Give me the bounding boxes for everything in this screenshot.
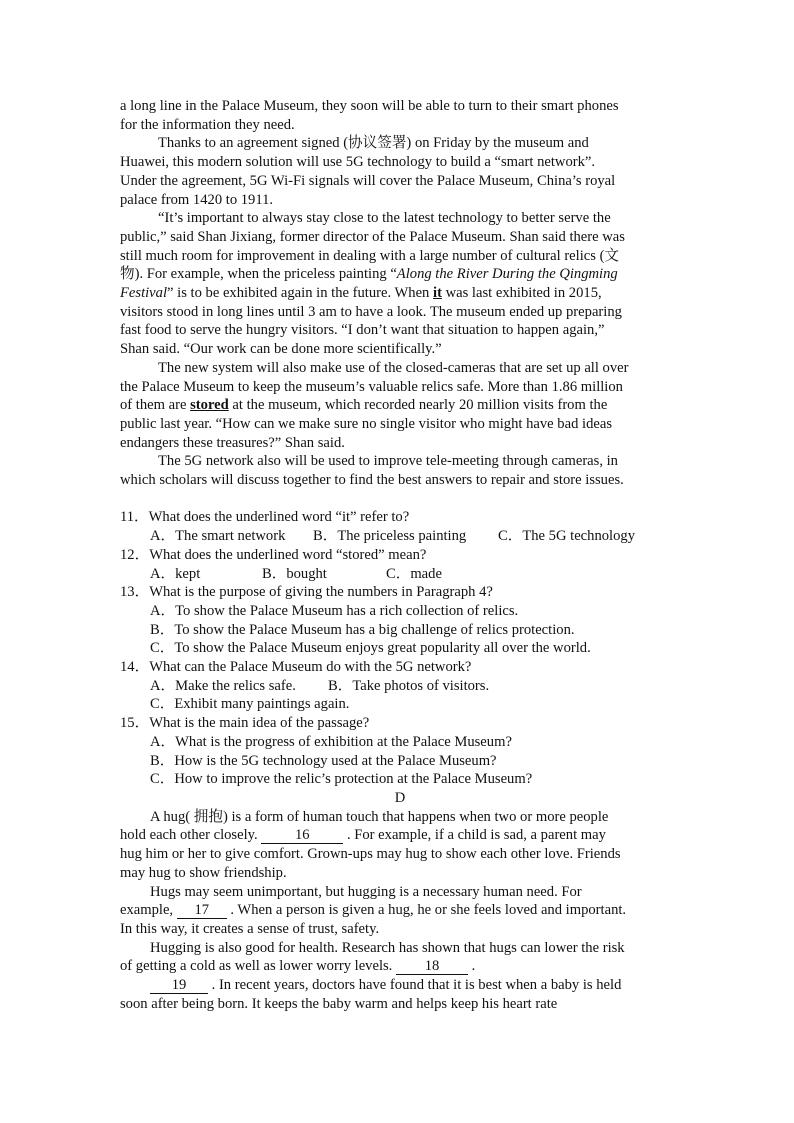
option-c: C．made <box>386 565 442 582</box>
text-run: at the museum, which recorded nearly 20 million visits from the <box>228 397 608 414</box>
underlined-word-stored: stored <box>190 397 229 414</box>
text-run: of them are <box>120 397 191 414</box>
question-stem: 15．What is the main idea of the passage? <box>120 715 370 732</box>
question-stem: 14．What can the Palace Museum do with the 5G network? <box>120 659 472 676</box>
text-run: . <box>467 958 476 975</box>
passage-line <box>120 284 680 303</box>
option-a: A．Make the relics safe. <box>150 677 296 694</box>
passage-line <box>120 901 680 920</box>
text-run: . When a person is given a hug, he or she feels loved and important. <box>226 902 627 919</box>
passage-line: The new system will also make use of the closed-cameras that are set up all over <box>158 359 629 376</box>
option-c: C．The 5G technology <box>498 528 635 545</box>
blank-16[interactable]: 16 <box>261 827 343 844</box>
option-a: A．To show the Palace Museum has a rich collection of relics. <box>150 602 519 619</box>
question-stem: 12．What does the underlined word “stored” mean? <box>120 546 427 563</box>
passage-line: Under the agreement, 5G Wi-Fi signals will cover the Palace Museum, China’s royal <box>120 172 616 189</box>
painting-title-italic: Along the River During the Qingming <box>396 266 618 283</box>
text-run: 物). For example, when the priceless painting “ <box>120 266 397 283</box>
option-a: A．kept <box>150 565 201 582</box>
blank-19[interactable]: 19 <box>150 977 208 994</box>
text-run: . For example, if a child is sad, a parent may <box>343 827 606 844</box>
underlined-word-it: it <box>433 285 442 302</box>
passage-line: visitors stood in long lines until 3 am to have a look. The museum ended up preparing <box>120 303 622 320</box>
text-run: of getting a cold as well as lower worry levels. <box>120 958 396 975</box>
question-stem: 11．What does the underlined word “it” refer to? <box>120 509 410 526</box>
option-c: C．How to improve the relic’s protection at the Palace Museum? <box>150 771 533 788</box>
passage-line <box>120 826 680 845</box>
question-options <box>120 527 680 546</box>
question-options <box>120 677 680 696</box>
passage-line: In this way, it creates a sense of trust, safety. <box>120 920 380 937</box>
passage-line: Thanks to an agreement signed (协议签署) on Friday by the museum and <box>158 135 589 152</box>
blank-17[interactable]: 17 <box>177 902 227 919</box>
passage-line: soon after being born. It keeps the baby warm and helps keep his heart rate <box>120 995 558 1012</box>
passage-line: which scholars will discuss together to find the best answers to repair and store issues. <box>120 472 624 489</box>
question-stem: 13．What is the purpose of giving the numbers in Paragraph 4? <box>120 584 493 601</box>
passage-line: A hug( 拥抱) is a form of human touch that happens when two or more people <box>150 808 609 825</box>
painting-title-italic: Festival <box>120 285 168 302</box>
text-run: ” is to be exhibited again in the future. When <box>167 285 434 302</box>
text-run: was last exhibited in 2015, <box>441 285 602 302</box>
passage-line: fast food to serve the hungry visitors. “I don’t want that situation to happen again,” <box>120 322 605 339</box>
passage-line: for the information they need. <box>120 116 295 133</box>
passage-line: hug him or her to give comfort. Grown-ups may hug to show each other love. Friends <box>120 846 621 863</box>
passage-line: palace from 1420 to 1911. <box>120 191 274 208</box>
document-page <box>120 97 680 1013</box>
passage-line: “It’s important to always stay close to the latest technology to better serve the <box>158 210 611 227</box>
passage-line: still much room for improvement in dealing with a large number of cultural relics (文 <box>120 247 620 264</box>
passage-line: public,” said Shan Jixiang, former director of the Palace Museum. Shan said there was <box>120 228 625 245</box>
passage-line: public last year. “How can we make sure no single visitor who might have bad ideas <box>120 415 613 432</box>
option-a: A．The smart network <box>150 528 286 545</box>
text-run: example, <box>120 902 177 919</box>
passage-line: Hugs may seem unimportant, but hugging is a necessary human need. For <box>150 883 582 900</box>
passage-line <box>120 396 680 415</box>
passage-line: Huawei, this modern solution will use 5G technology to build a “smart network”. <box>120 154 596 171</box>
text-run: hold each other closely. <box>120 827 262 844</box>
option-b: B．How is the 5G technology used at the Palace Museum? <box>150 752 497 769</box>
passage-line <box>120 957 680 976</box>
option-a: A．What is the progress of exhibition at the Palace Museum? <box>150 733 512 750</box>
option-b: B．The priceless painting <box>313 528 467 545</box>
passage-line: Shan said. “Our work can be done more scientifically.” <box>120 341 442 358</box>
spacer <box>120 490 680 509</box>
passage-line: the Palace Museum to keep the museum’s valuable relics safe. More than 1.86 million <box>120 378 623 395</box>
option-c: C．Exhibit many paintings again. <box>150 696 350 713</box>
passage-line: endangers these treasures?” Shan said. <box>120 434 345 451</box>
passage-line <box>120 976 680 995</box>
passage-line: The 5G network also will be used to improve tele-meeting through cameras, in <box>158 453 618 470</box>
section-heading: D <box>394 790 406 806</box>
text-run: . In recent years, doctors have found that it is best when a baby is held <box>208 977 622 994</box>
blank-18[interactable]: 18 <box>396 958 468 975</box>
option-b: B．Take photos of visitors. <box>328 677 490 694</box>
option-b: B．To show the Palace Museum has a big challenge of relics protection. <box>150 621 575 638</box>
passage-line <box>120 265 680 284</box>
passage-line: may hug to show friendship. <box>120 864 287 881</box>
question-options <box>120 565 680 584</box>
option-b: B．bought <box>262 565 327 582</box>
passage-line: a long line in the Palace Museum, they soon will be able to turn to their smart phones <box>120 98 619 114</box>
passage-line: Hugging is also good for health. Research has shown that hugs can lower the risk <box>150 939 625 956</box>
option-c: C．To show the Palace Museum enjoys great popularity all over the world. <box>150 640 591 657</box>
